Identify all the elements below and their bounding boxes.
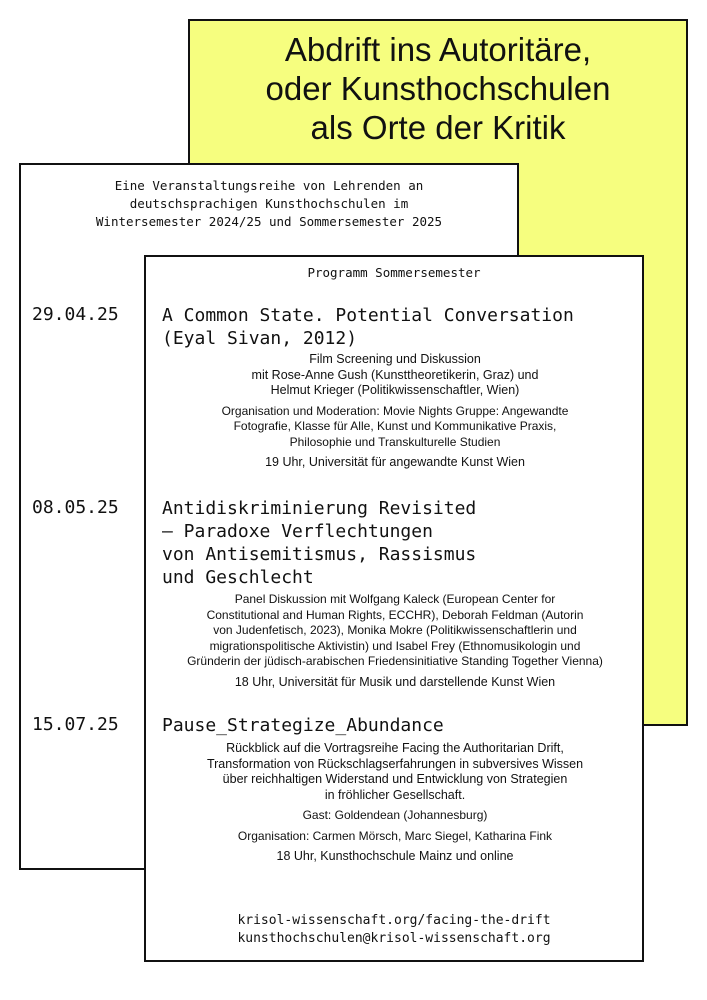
title-line: oder Kunsthochschulen — [265, 70, 611, 107]
description-line: Rückblick auf die Vortragsreihe Facing the Authoritarian Drift, — [226, 741, 564, 755]
event-organisation: Organisation: Carmen Mörsch, Marc Siegel, Katharina Fink — [237, 828, 553, 843]
page-title — [188, 30, 688, 147]
event-date: 15.07.25 — [32, 714, 119, 735]
event-description — [150, 352, 640, 399]
event-title-line: Pause_Strategize_Abundance — [162, 715, 444, 736]
description-line: Helmut Krieger (Politikwissenschaftler, Wien) — [270, 383, 520, 397]
event-time-place: 19 Uhr, Universität für angewandte Kunst Wien — [265, 455, 525, 469]
event-title — [162, 497, 637, 589]
contact-links — [144, 912, 644, 948]
email-link[interactable]: kunsthochschulen@krisol-wissenschaft.org — [237, 931, 551, 946]
description-line: in fröhlicher Gesellschaft. — [324, 787, 466, 802]
event-title-line: und Geschlecht — [162, 567, 314, 588]
event-title-line: – Paradoxe Verflechtungen — [162, 521, 433, 542]
organisation-line: Philosophie und Transkulturelle Studien — [289, 434, 501, 449]
event-title — [162, 714, 637, 737]
intro-line: Eine Veranstaltungsreihe von Lehrenden an — [114, 178, 424, 193]
description-line: mit Rose-Anne Gush (Kunsttheoretikerin, Graz) und — [251, 367, 539, 382]
event-time-place: 18 Uhr, Kunsthochschule Mainz und online — [276, 849, 514, 863]
intro-line: deutschsprachigen Kunsthochschulen im — [129, 196, 409, 211]
website-link[interactable]: krisol-wissenschaft.org/facing-the-drift — [237, 913, 551, 928]
description-line: Film Screening und Diskussion — [309, 352, 481, 366]
organisation-line: Organisation und Moderation: Movie Nights Gruppe: Angewandte — [221, 403, 569, 418]
event-title-line: (Eyal Sivan, 2012) — [162, 328, 358, 349]
event-title-line: Antidiskriminierung Revisited — [162, 498, 477, 519]
event-title-line: A Common State. Potential Conversation — [162, 305, 574, 326]
program-heading: Programm Sommersemester — [307, 265, 481, 280]
event-time-place: 18 Uhr, Universität für Musik und darstellende Kunst Wien — [234, 674, 556, 689]
event-title — [162, 304, 637, 350]
event-title-line: von Antisemitismus, Rassismus — [162, 544, 477, 565]
description-line: über reichhaltigen Widerstand und Entwicklung von Strategien — [222, 772, 568, 786]
event-description — [150, 741, 640, 803]
event-organisation — [150, 404, 640, 451]
intro-line: Wintersemester 2024/25 und Sommersemester 2025 — [95, 214, 443, 229]
description-line: von Judenfetisch, 2023), Monika Mokre (Politikwissenschaftlerin und — [213, 623, 577, 637]
event-date: 08.05.25 — [32, 497, 119, 518]
description-line: Panel Diskussion mit Wolfgang Kaleck (European Center for — [234, 592, 556, 606]
description-line: Gründerin der jüdisch-arabischen Friedensinitiative Standing Together Vienna) — [187, 654, 603, 668]
series-intro — [19, 177, 519, 231]
event-date: 29.04.25 — [32, 304, 119, 325]
event-details — [150, 741, 640, 870]
description-line: Constitutional and Human Rights, ECCHR), Deborah Feldman (Autorin — [206, 607, 584, 622]
title-line: als Orte der Kritik — [310, 109, 566, 146]
title-line: Abdrift ins Autoritäre, — [284, 31, 592, 68]
event-guest: Gast: Goldendean (Johannesburg) — [302, 808, 488, 822]
event-details — [150, 592, 640, 695]
event-details — [150, 352, 640, 476]
organisation-line: Fotografie, Klasse für Alle, Kunst und Kommunikative Praxis, — [233, 419, 557, 433]
event-description — [150, 592, 640, 670]
description-line: migrationspolitische Aktivistin) und Isabel Frey (Ethnomusikologin und — [209, 638, 581, 653]
description-line: Transformation von Rückschlagserfahrungen in subversives Wissen — [206, 756, 584, 771]
